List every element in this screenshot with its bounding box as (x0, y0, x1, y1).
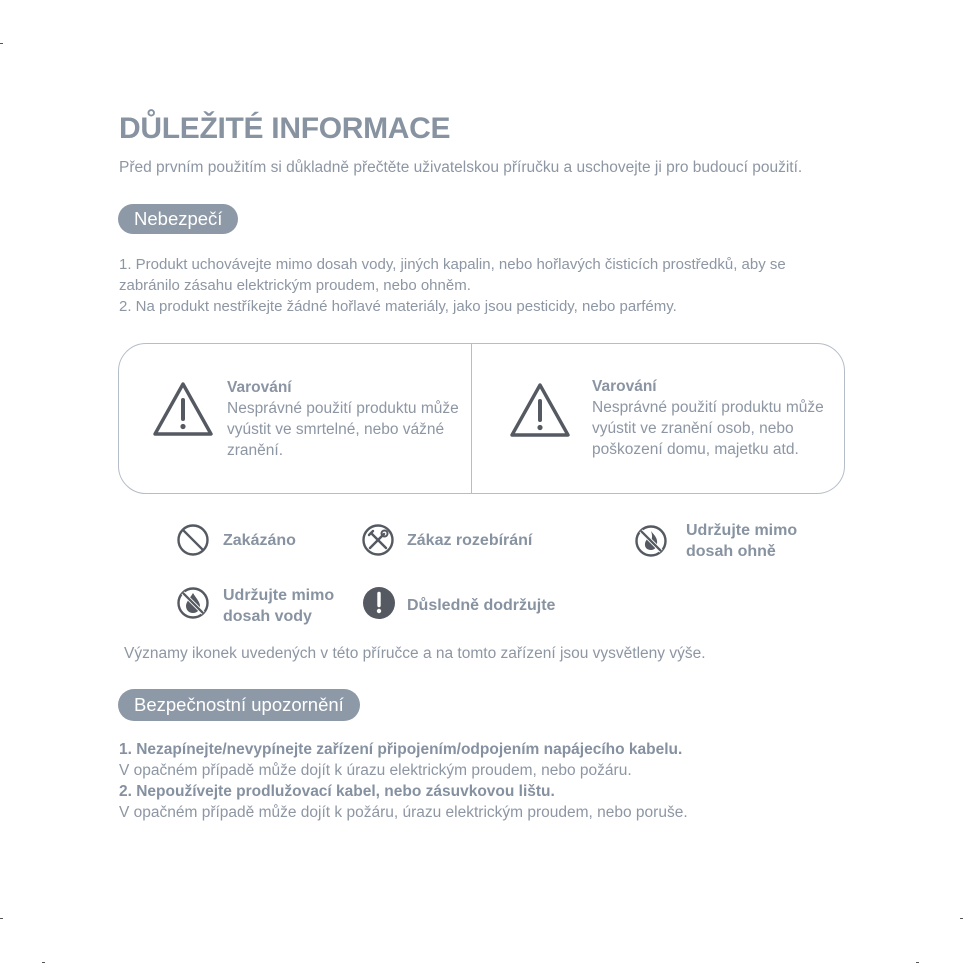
warning-triangle-icon (508, 381, 572, 439)
safety-section-label: Bezpečnostní upozornění (118, 689, 360, 721)
intro-text: Před prvním použitím si důkladně přečtěte uživatelskou příručku a uschovejte ji pro budoucí použití. (119, 159, 803, 176)
keep-away-fire-icon (634, 524, 668, 558)
legend-label-mandatory: Důsledně dodržujte (407, 597, 556, 614)
safety-item-title: 2. Nepoužívejte prodlužovací kabel, nebo zásuvkovou lištu. (119, 783, 555, 800)
crop-mark (0, 918, 3, 919)
crop-mark (0, 43, 3, 44)
prohibited-icon (176, 523, 210, 557)
legend-label-keep-away-fire: Udržujte mimo dosah ohně (686, 522, 798, 560)
crop-mark (960, 918, 963, 919)
warning-divider (471, 344, 472, 493)
crop-mark (916, 962, 919, 963)
danger-item: 2. Na produkt nestříkejte žádné hořlavé materiály, jako jsou pesticidy, nebo parfémy. (119, 298, 677, 315)
warning-text: Nesprávné použití produktu může vyústit ve zranění osob, nebo poškození domu, majetku atd. (592, 399, 824, 458)
safety-item-title: 1. Nezapínejte/nevypínejte zařízení připojením/odpojením napájecího kabelu. (119, 741, 683, 758)
keep-away-water-icon (176, 586, 210, 620)
safety-item-text: V opačném případě může dojít k úrazu elektrickým proudem, nebo požáru. (119, 762, 632, 779)
warning-panel-2 (592, 376, 832, 460)
warning-text: Nesprávné použití produktu může vyústit ve smrtelné, nebo vážné zranění. (227, 400, 459, 459)
legend-label-no-disassembly: Zákaz rozebírání (407, 532, 533, 549)
warning-box (118, 343, 845, 494)
warning-panel-1 (227, 377, 459, 461)
legend-label-prohibited: Zakázáno (223, 532, 296, 549)
crop-mark (42, 962, 45, 963)
legend-note: Významy ikonek uvedených v této příručce a na tomto zařízení jsou vysvětleny výše. (124, 645, 706, 662)
danger-list (119, 254, 849, 317)
safety-list (119, 739, 688, 823)
page-title: DŮLEŽITÉ INFORMACE (119, 112, 451, 145)
legend-label-keep-away-water: Udržujte mimo dosah vody (223, 587, 335, 625)
warning-title: Varování (592, 378, 657, 395)
warning-triangle-icon (151, 380, 215, 438)
no-disassembly-icon (361, 523, 395, 557)
danger-section-label: Nebezpečí (118, 204, 238, 234)
safety-item-text: V opačném případě může dojít k požáru, úrazu elektrickým proudem, nebo poruše. (119, 804, 688, 821)
warning-title: Varování (227, 379, 292, 396)
mandatory-icon (362, 586, 396, 620)
danger-item: 1. Produkt uchovávejte mimo dosah vody, jiných kapalin, nebo hořlavých čisticích prostředků, aby se zabránilo zásahu elektrickým proudem, nebo ohněm. (119, 256, 786, 294)
